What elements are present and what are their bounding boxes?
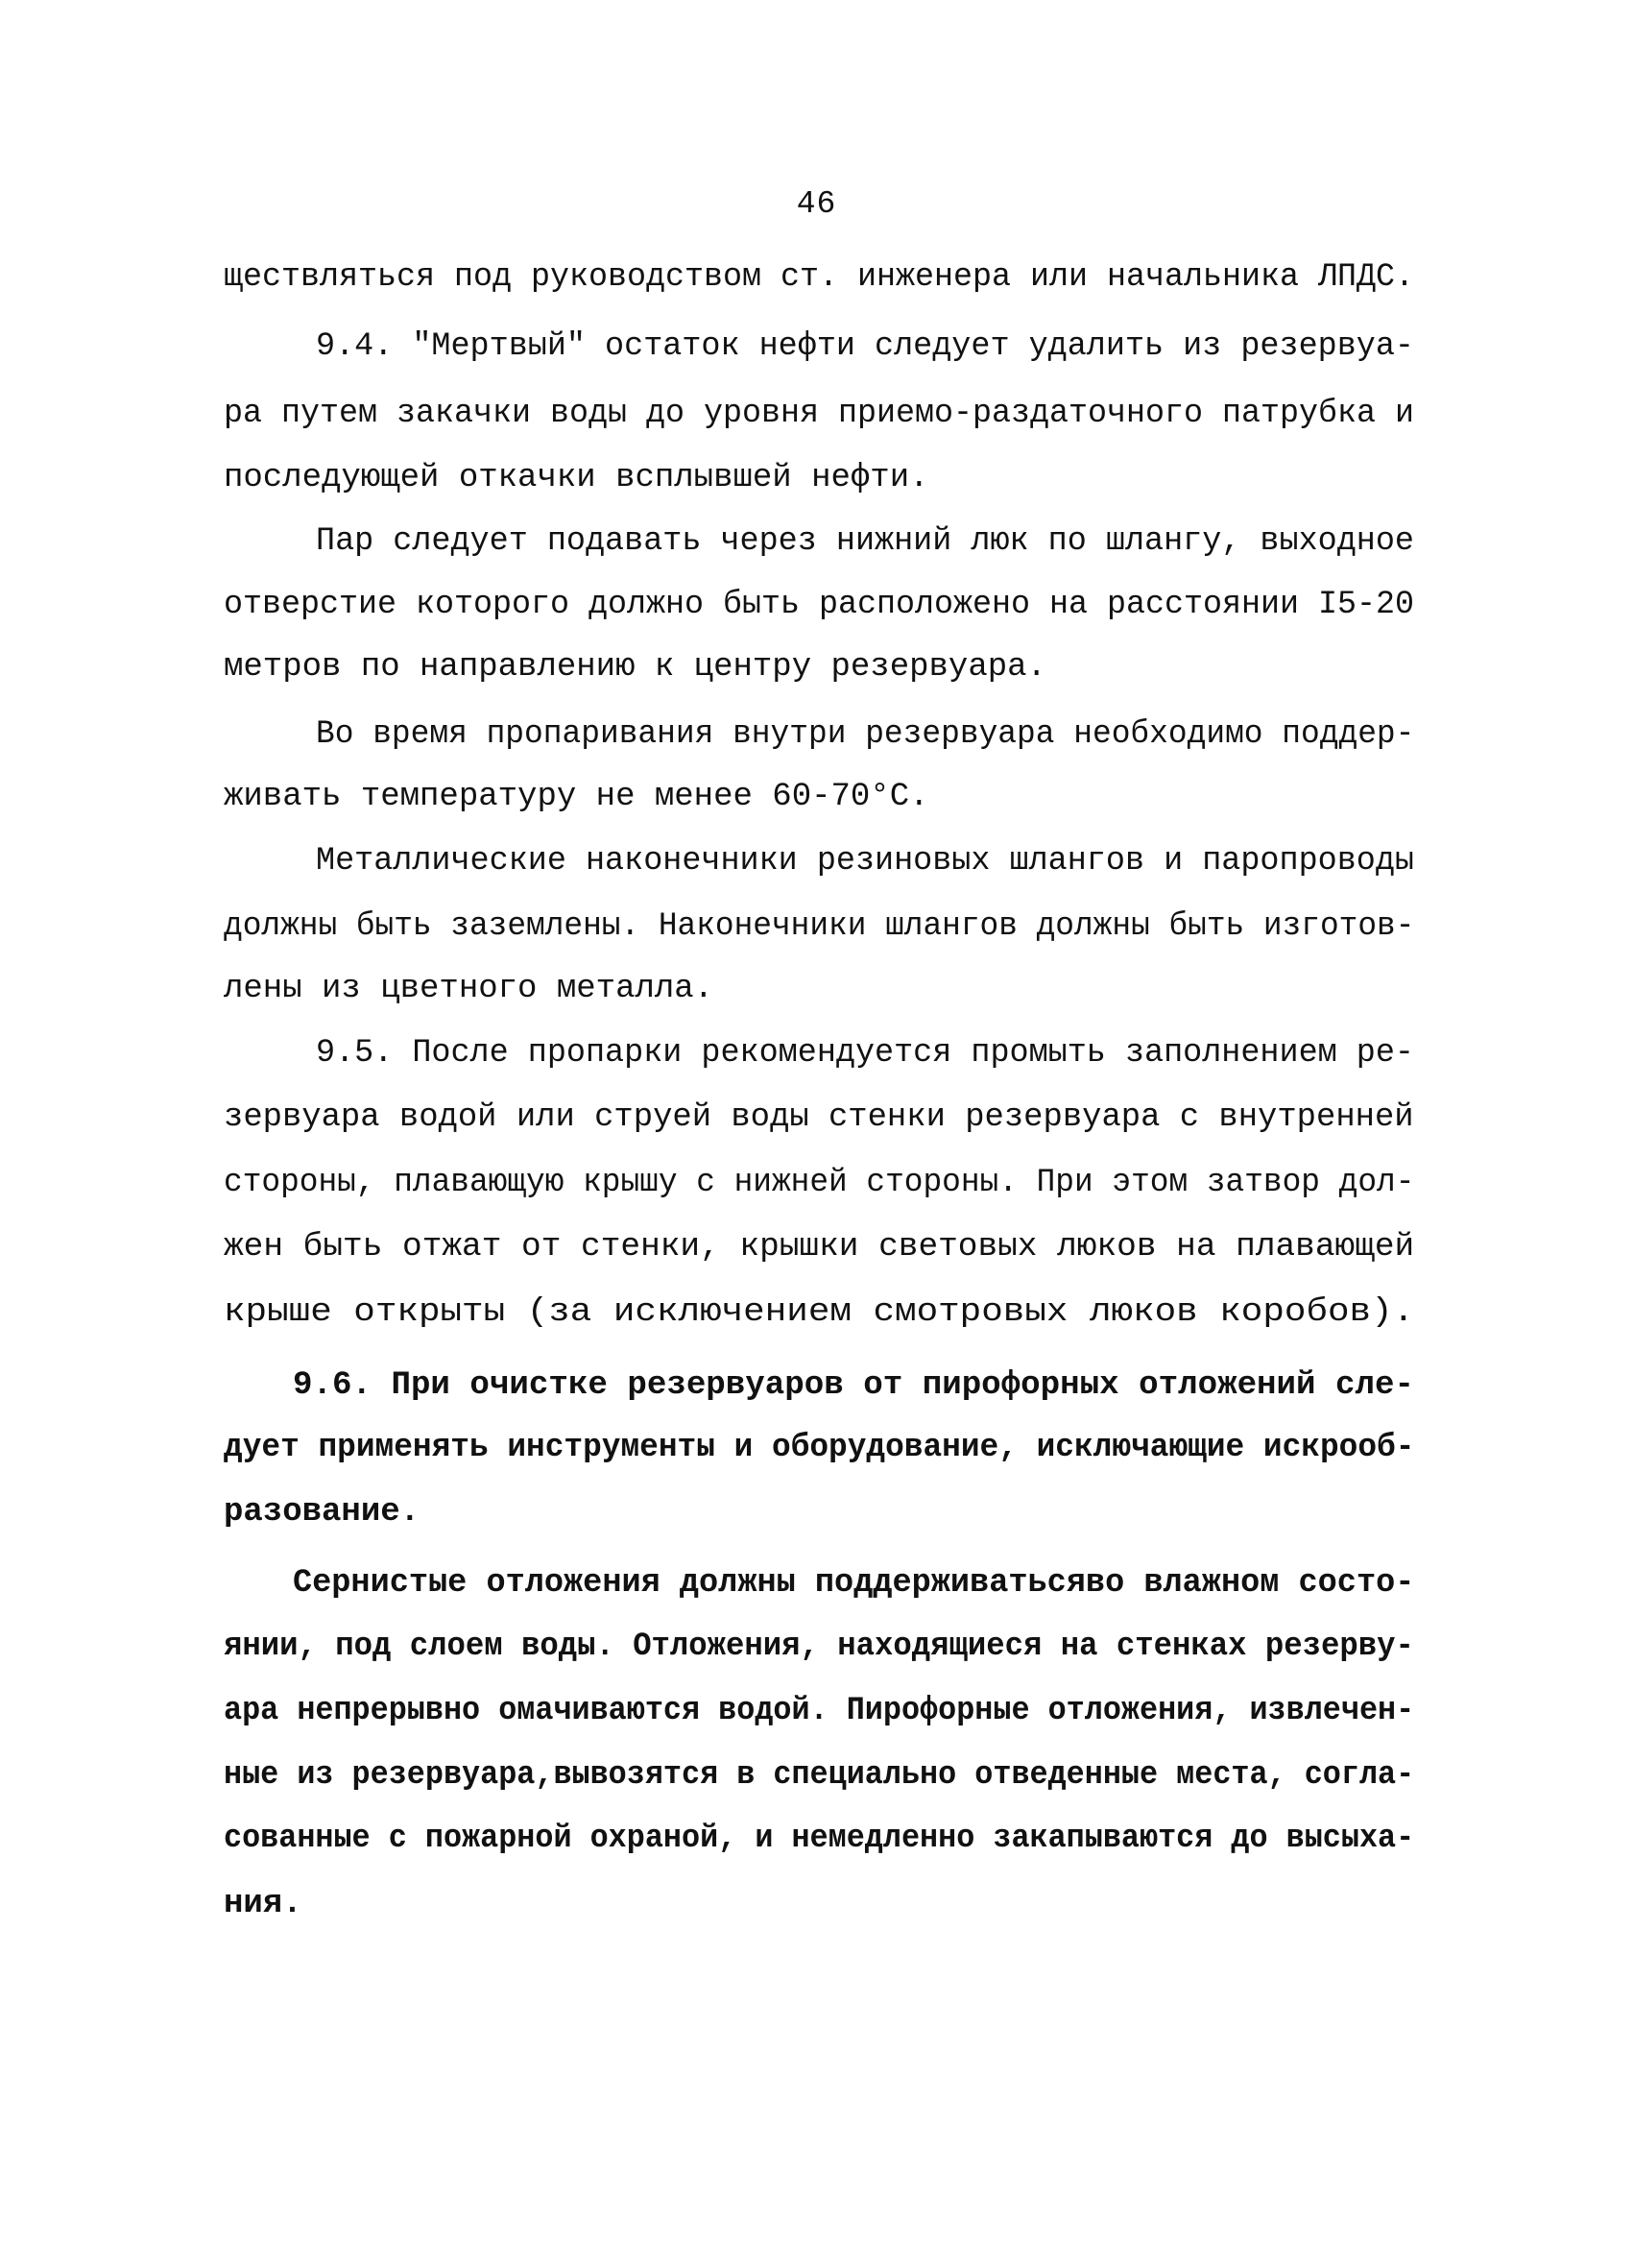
- text-line: стороны, плавающую крышу с нижней стороны. При этом затвор дол-: [224, 1165, 1415, 1201]
- text-line: крыше открыты (за исключением смотровых люков коробов).: [224, 1294, 1415, 1331]
- text-line: должны быть заземлены. Наконечники шлангов должны быть изготов-: [224, 908, 1415, 945]
- text-line: живать температуру не менее 60-70°С.: [224, 779, 929, 815]
- text-line: жен быть отжат от стенки, крышки световых люков на плавающей: [224, 1229, 1415, 1266]
- text-line: разование.: [224, 1494, 420, 1531]
- page-number: 46: [796, 186, 837, 222]
- text-line: дует применять инструменты и оборудование, исключающие искрооб-: [224, 1430, 1415, 1466]
- text-line: Сернистые отложения должны поддерживатьсяво влажном состо-: [293, 1565, 1415, 1602]
- text-line: ные из резервуара,вывозятся в специально отведенные места, согла-: [224, 1757, 1415, 1794]
- text-line: ния.: [224, 1886, 302, 1922]
- text-line: Пар следует подавать через нижний люк по шлангу, выходное: [316, 523, 1414, 560]
- text-line: отверстие которого должно быть расположено на расстоянии I5-20: [224, 587, 1415, 623]
- text-line: лены из цветного металла.: [224, 971, 714, 1007]
- text-line: Металлические наконечники резиновых шлангов и паропроводы: [316, 843, 1414, 880]
- text-line: ара непрерывно омачиваются водой. Пирофорные отложения, извлечен-: [224, 1693, 1415, 1729]
- text-line: метров по направлению к центру резервуара.: [224, 649, 1046, 686]
- text-line: 9.5. После пропарки рекомендуется промыть заполнением ре-: [316, 1035, 1414, 1072]
- text-line: янии, под слоем воды. Отложения, находящиеся на стенках резерву-: [224, 1629, 1414, 1665]
- text-line: последующей откачки всплывшей нефти.: [224, 460, 929, 496]
- text-line: зервуара водой или струей воды стенки резервуара с внутренней: [224, 1099, 1414, 1136]
- text-line: 9.4. "Мертвый" остаток нефти следует удалить из резервуа-: [316, 328, 1414, 365]
- text-line: 9.6. При очистке резервуаров от пирофорных отложений сле-: [293, 1367, 1415, 1404]
- text-line: сованные с пожарной охраной, и немедленно закапываются до высыха-: [224, 1821, 1415, 1857]
- text-line: ществляться под руководством ст. инженера или начальника ЛПДС.: [224, 259, 1415, 296]
- text-line: ра путем закачки воды до уровня приемо-раздаточного патрубка и: [224, 396, 1415, 432]
- text-line: Во время пропаривания внутри резервуара необходимо поддер-: [316, 716, 1415, 753]
